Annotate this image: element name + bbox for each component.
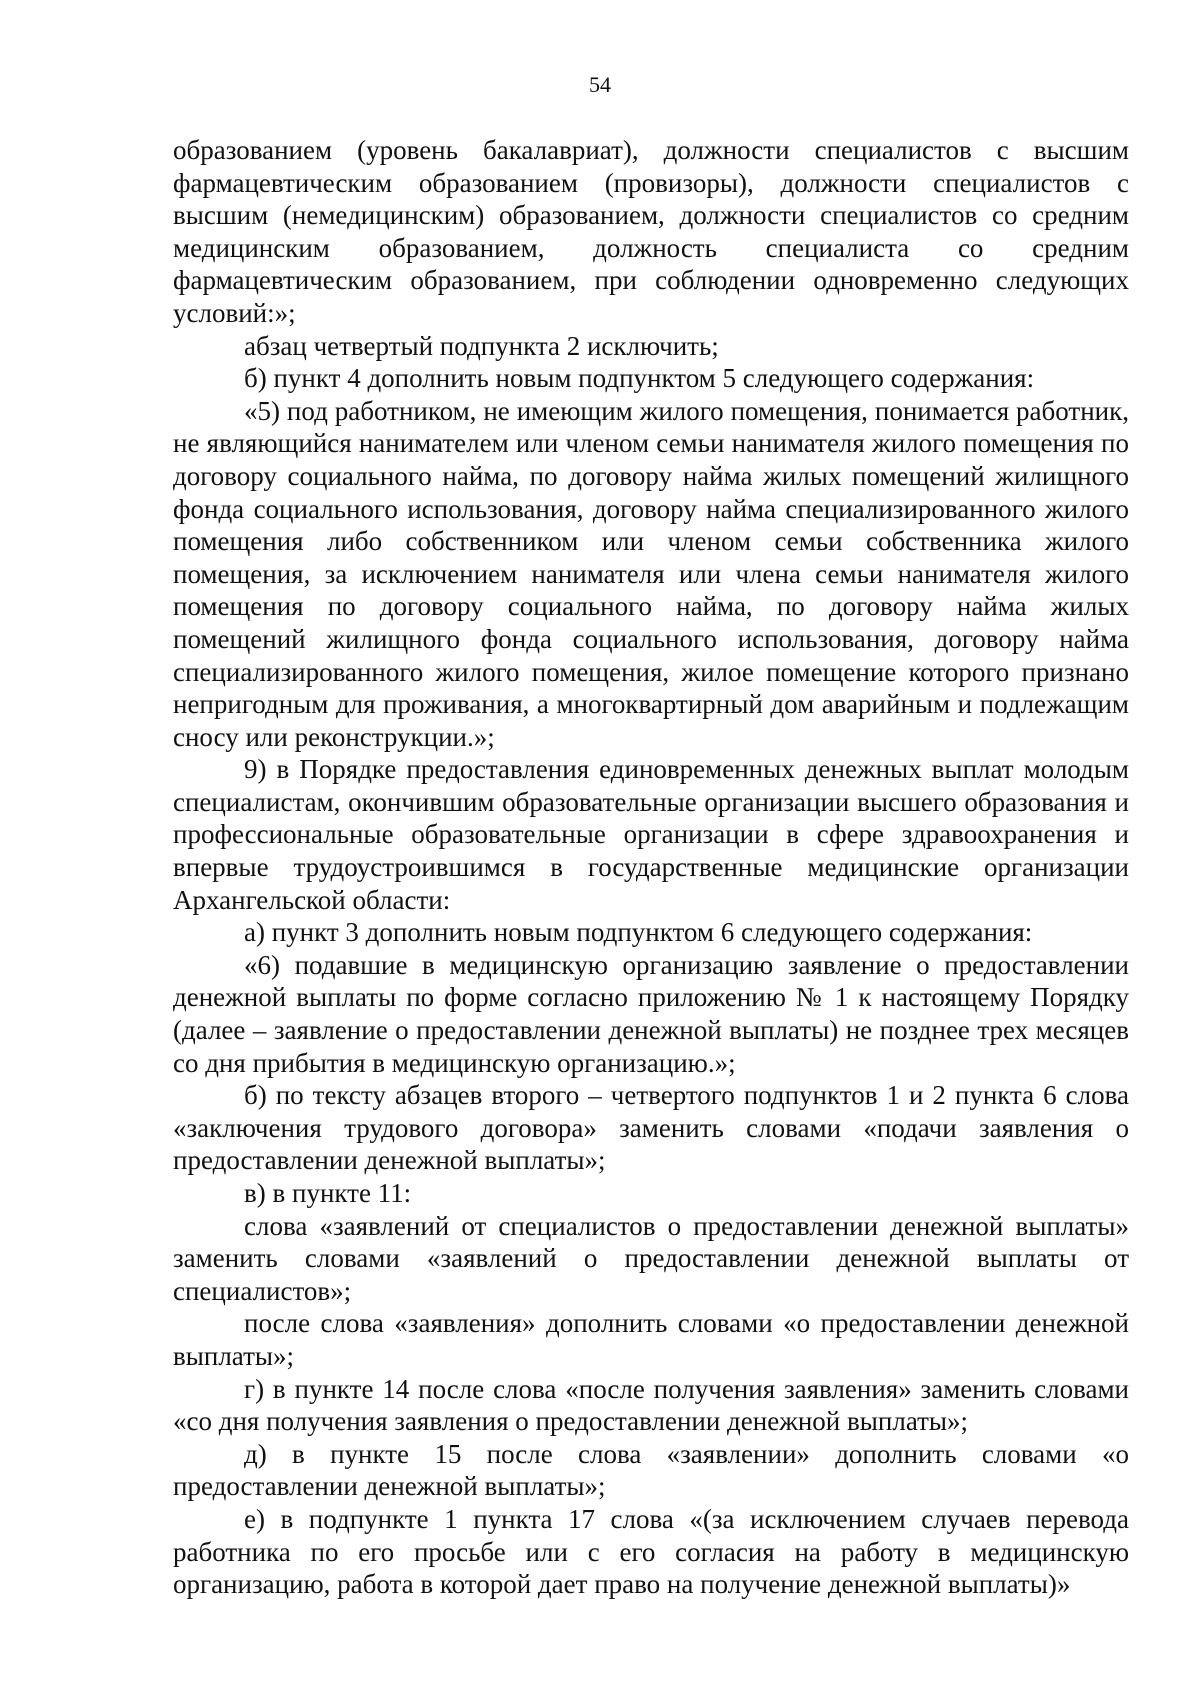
paragraph-item-d-punkt-15: д) в пункте 15 после слова «заявлении» дополнить словами «о предоставлении денежной выплаты»; [173,1438,1129,1502]
paragraph-abzats-chetvertyj: абзац четвертый подпункта 2 исключить; [244,330,719,361]
page-number: 54 [589,72,611,97]
paragraph-quote-subitem-6: «6) подавшие в медицинскую организацию заявление о предоставлении денежной выплаты по форме согласно приложению № 1 к настоящему Порядку (далее – заявление о предоставлении денежной выплаты) не позднее трех месяцев со дня прибытия в медицинскую организацию.»; [173,949,1129,1078]
paragraph-item-9: 9) в Порядке предоставления единовременных денежных выплат молодым специалистам, окончившим образовательные организации высшего образования и профессиональные образовательные организации в сфере здравоохранения и впервые трудоустроившимся в государственные медицинские организации Архангельской области: [173,754,1129,915]
paragraph-slova-zayavlenij: слова «заявлений от специалистов о предоставлении денежной выплаты» заменить словами «заявлений о предоставлении денежной выплаты от специалистов»; [173,1210,1129,1306]
paragraph-item-b-punkt-6: б) по тексту абзацев второго – четвертого подпунктов 1 и 2 пункта 6 слова «заключения трудового договора» заменить словами «подачи заявления о предоставлении денежной выплаты»; [173,1080,1129,1176]
body-text [173,134,1129,1601]
paragraph-quote-subitem-5: «5) под работником, не имеющим жилого помещения, понимается работник, не являющийся нанимателем или членом семьи нанимателя жилого помещения по договору социального найма, по договору найма жилых помещений жилищного фонда социального использования, договору найма специализированного жилого помещения либо собственником или членом семьи собственника жилого помещения, за исключением нанимателя или члена семьи нанимателя жилого помещения по договору социального найма, по договору найма жилых помещений жилищного фонда социального использования, договору найма специализированного жилого помещения, жилое помещение которого признано непригодным для проживания, а многоквартирный дом аварийным и подлежащим сносу или реконструкции.»; [173,395,1129,752]
paragraph-item-g-punkt-14: г) в пункте 14 после слова «после получения заявления» заменить словами «со дня получения заявления о предоставлении денежной выплаты»; [173,1373,1129,1437]
paragraph-item-v-punkt-11: в) в пункте 11: [244,1178,412,1208]
paragraph-item-e-punkt-17: е) в подпункте 1 пункта 17 слова «(за исключением случаев перевода работника по его просьбе или с его согласия на работу в медицинскую организацию, работа в которой дает право на получение денежной выплаты)» [173,1503,1129,1600]
paragraph-item-a-punkt-3: а) пункт 3 дополнить новым подпунктом 6 следующего содержания: [244,917,1033,948]
paragraph-continuation: образованием (уровень бакалавриат), должности специалистов с высшим фармацевтическим образованием (провизоры), должности специалистов с высшим (немедицинским) образованием, должности специалистов со средним медицинским образованием, должность специалиста со средним фармацевтическим образованием, при соблюдении одновременно следующих условий:»; [173,135,1129,328]
paragraph-posle-slova-zayavleniya: после слова «заявления» дополнить словами «о предоставлении денежной выплаты»; [173,1308,1129,1371]
paragraph-item-b-punkt-4: б) пункт 4 дополнить новым подпунктом 5 следующего содержания: [244,363,1035,394]
